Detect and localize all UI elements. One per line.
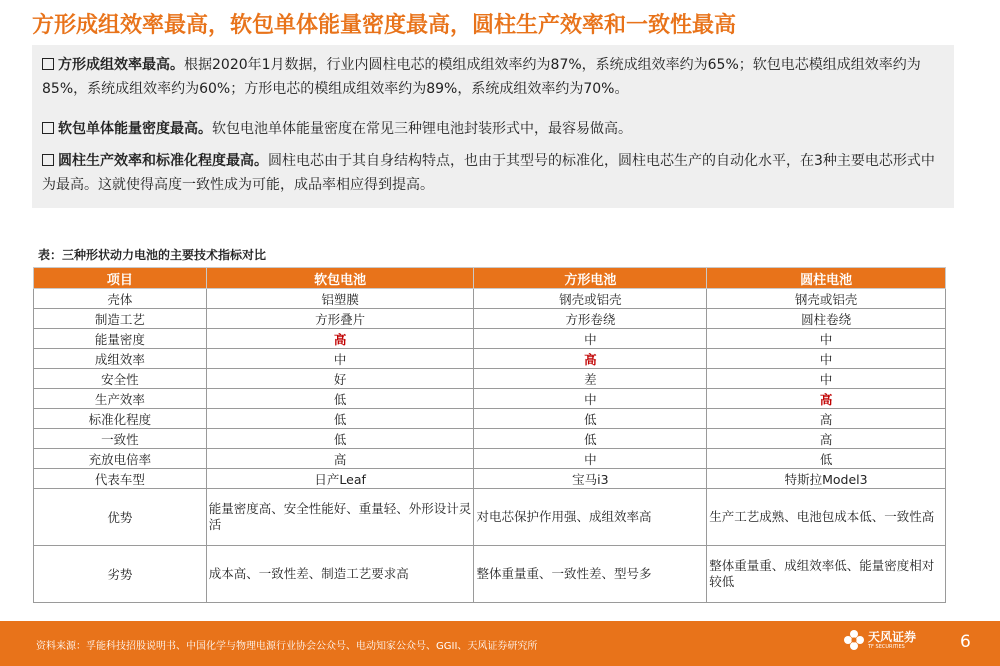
page-title: 方形成组效率最高，软包单体能量密度最高，圆柱生产效率和一致性最高 — [32, 13, 737, 38]
table-row — [34, 409, 946, 429]
row-label: 成组效率 — [34, 349, 207, 369]
table-cell: 整体重量重、一致性差、型号多 — [474, 546, 707, 603]
table-cell: 低 — [206, 429, 474, 449]
logo-subtext: TF SECURITIES — [868, 643, 905, 650]
company-logo — [843, 629, 916, 651]
summary-box — [32, 45, 954, 208]
row-label: 代表车型 — [34, 469, 207, 489]
table-cell: 低 — [474, 429, 707, 449]
row-label: 一致性 — [34, 429, 207, 449]
page-number: 6 — [960, 632, 971, 652]
checkbox-bullet-icon — [42, 154, 54, 166]
table-cell: 生产工艺成熟、电池包成本低、一致性高 — [707, 489, 946, 546]
table-cell: 日产Leaf — [206, 469, 474, 489]
table-row — [34, 349, 946, 369]
row-label: 优势 — [34, 489, 207, 546]
table-cell: 整体重量重、成组效率低、能量密度相对较低 — [707, 546, 946, 603]
row-label: 劣势 — [34, 546, 207, 603]
table-row — [34, 449, 946, 469]
table-cell: 铝塑膜 — [206, 289, 474, 309]
table-cell: 差 — [474, 369, 707, 389]
source-note: 资料来源：孚能科技招股说明书、中国化学与物理电源行业协会公众号、电动知家公众号、GGII、天风证券研究所 — [36, 641, 538, 652]
table-cell: 方形叠片 — [206, 309, 474, 329]
table-cell: 圆柱卷绕 — [707, 309, 946, 329]
table-cell-highlight: 高 — [707, 389, 946, 409]
bullet-heading: 软包单体能量密度最高。 — [58, 121, 212, 137]
table-cell: 方形卷绕 — [474, 309, 707, 329]
row-label: 充放电倍率 — [34, 449, 207, 469]
table-cell: 对电芯保护作用强、成组效率高 — [474, 489, 707, 546]
table-cell: 低 — [474, 409, 707, 429]
bullet-text: 圆柱电芯由于其自身结构特点，也由于其型号的标准化，圆柱电芯生产的自动化水平，在3种主要电芯形式中为最高。这就使得高度一致性成为可能，成品率相应得到提高。 — [42, 153, 935, 193]
table-cell: 宝马i3 — [474, 469, 707, 489]
header-cell: 圆柱电池 — [707, 268, 946, 289]
table-cell: 钢壳或铝壳 — [474, 289, 707, 309]
row-label: 生产效率 — [34, 389, 207, 409]
table-cell: 中 — [474, 389, 707, 409]
table-caption: 表：三种形状动力电池的主要技术指标对比 — [38, 248, 267, 262]
table-cell: 中 — [474, 329, 707, 349]
table-cell: 中 — [206, 349, 474, 369]
table-row — [34, 369, 946, 389]
header-cell: 软包电池 — [206, 268, 474, 289]
table-cell: 高 — [206, 449, 474, 469]
table-row-advantages — [34, 489, 946, 546]
checkbox-bullet-icon — [42, 122, 54, 134]
bullet-text: 根据2020年1月数据，行业内圆柱电芯的模组成组效率约为87%，系统成组效率约为65%；软包电芯模组成组效率约为85%，系统成组效率约为60%；方形电芯的模组成组效率约为89%，系统成组效率约为70%。 — [42, 57, 921, 97]
table-cell: 成本高、一致性差、制造工艺要求高 — [206, 546, 474, 603]
table-cell: 能量密度高、安全性能好、重量轻、外形设计灵活 — [206, 489, 474, 546]
bullet-assembly-efficiency — [42, 53, 942, 101]
table-row — [34, 329, 946, 349]
table-cell: 低 — [707, 449, 946, 469]
table-cell: 中 — [707, 349, 946, 369]
bullet-production-efficiency — [42, 149, 942, 197]
row-label: 能量密度 — [34, 329, 207, 349]
header-cell: 项目 — [34, 268, 207, 289]
bullet-heading: 圆柱生产效率和标准化程度最高。 — [58, 153, 268, 169]
table-cell: 中 — [707, 329, 946, 349]
table-row-disadvantages — [34, 546, 946, 603]
table-row — [34, 309, 946, 329]
table-cell: 高 — [707, 409, 946, 429]
table-cell: 高 — [707, 429, 946, 449]
table-cell: 低 — [206, 409, 474, 429]
table-cell: 特斯拉Model3 — [707, 469, 946, 489]
table-cell: 中 — [707, 369, 946, 389]
table-cell: 中 — [474, 449, 707, 469]
table-header-row — [34, 268, 946, 289]
table-row — [34, 429, 946, 449]
row-label: 壳体 — [34, 289, 207, 309]
table-cell: 钢壳或铝壳 — [707, 289, 946, 309]
table-cell-highlight: 高 — [474, 349, 707, 369]
table-cell-highlight: 高 — [206, 329, 474, 349]
row-label: 标准化程度 — [34, 409, 207, 429]
table-cell: 好 — [206, 369, 474, 389]
bullet-heading: 方形成组效率最高。 — [58, 57, 184, 73]
row-label: 安全性 — [34, 369, 207, 389]
checkbox-bullet-icon — [42, 58, 54, 70]
bullet-text: 软包电池单体能量密度在常见三种锂电池封装形式中，最容易做高。 — [212, 121, 632, 137]
table-row — [34, 289, 946, 309]
row-label: 制造工艺 — [34, 309, 207, 329]
logo-text: 天风证券 — [868, 629, 917, 644]
comparison-table — [33, 267, 946, 603]
flower-logo-icon — [843, 629, 865, 651]
table-row — [34, 469, 946, 489]
table-row — [34, 389, 946, 409]
bullet-energy-density — [42, 117, 942, 141]
header-cell: 方形电池 — [474, 268, 707, 289]
table-cell: 低 — [206, 389, 474, 409]
